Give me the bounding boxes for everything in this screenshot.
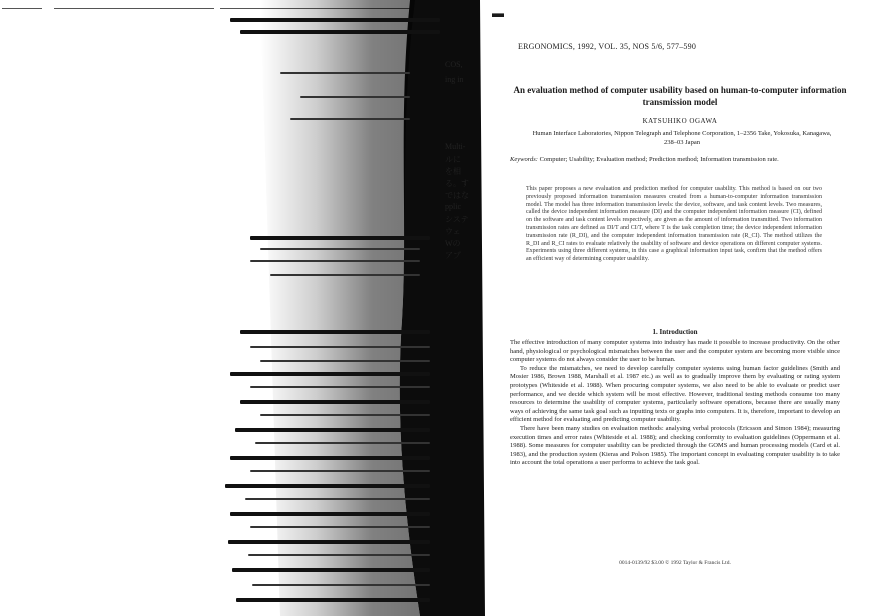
scan-stripe bbox=[240, 400, 430, 404]
scan-stripe bbox=[240, 330, 430, 334]
edge-fragment: ing in bbox=[445, 75, 464, 84]
dark-binding-edge bbox=[220, 0, 490, 616]
scan-stripe bbox=[236, 598, 430, 602]
scan-stripe bbox=[252, 584, 430, 586]
edge-fragment: ではな bbox=[445, 191, 469, 200]
body-text bbox=[510, 339, 840, 468]
keywords-label: Keywords: bbox=[510, 156, 538, 163]
article-page bbox=[492, 0, 880, 616]
scan-stripe bbox=[235, 428, 430, 432]
article-title: An evaluation method of computer usability based on human-to-computer information transmission model bbox=[513, 85, 847, 107]
edge-fragment: ウェ bbox=[445, 227, 461, 236]
scan-stripe bbox=[260, 360, 430, 362]
scan-stripe bbox=[228, 540, 430, 544]
edge-fragment: る。す bbox=[445, 179, 469, 188]
scan-stripe bbox=[230, 372, 430, 376]
scan-stripe bbox=[250, 236, 430, 240]
edge-fragment: アプ bbox=[445, 251, 461, 260]
keywords bbox=[510, 156, 840, 165]
scan-stripe bbox=[260, 248, 420, 250]
scan-stripe bbox=[250, 346, 430, 348]
top-rule bbox=[2, 8, 42, 9]
scan-stripe bbox=[280, 72, 410, 74]
author-affiliation: Human Interface Laboratories, Nippon Telegraph and Telephone Corporation, 1–2356 Take, Yokosuka, Kanagawa, 238–03 Japan bbox=[532, 130, 832, 146]
scan-stripe bbox=[250, 470, 430, 472]
article-author: KATSUHIKO OGAWA bbox=[642, 117, 718, 125]
scan-stripe bbox=[240, 30, 440, 34]
keywords-text: Computer; Usability; Evaluation method; Prediction method; Information transmission rate. bbox=[539, 156, 779, 163]
scan-stripe bbox=[230, 456, 430, 460]
scan-stripe bbox=[245, 498, 430, 500]
scan-stripe bbox=[230, 512, 430, 516]
scan-stripe bbox=[250, 260, 420, 262]
scan-stripe bbox=[290, 118, 410, 120]
scan-stripe bbox=[260, 414, 430, 416]
scan-stripe bbox=[250, 386, 430, 388]
top-corner-mark: ▬ bbox=[492, 6, 504, 20]
paragraph: To reduce the mismatches, we need to develop carefully computer systems using human factor guidelines (Smith and Mosier 1986, Brown 1988, Marshall et al. 1987 etc.) as well as to gradually improve them by evaluating or rating system prototypes (Whiteside et al. 1988). When procuring computer systems, we also need to be able to evaluate or predict user performance, and we decide which system will be most effective. However, traditional testing methods consume too many resources to determine the usability of computer systems, particularly software operations, because there are usually many ways of achieving the same task goal such as inputting texts or graphs into computers. It is, therefore, important to develop an efficient method for evaluating and predicting computer usability. bbox=[510, 364, 840, 424]
scan-stripe bbox=[300, 96, 410, 98]
edge-fragment: を相 bbox=[445, 167, 461, 176]
scan-stripe bbox=[232, 568, 430, 572]
edge-fragment: pplic bbox=[445, 202, 461, 211]
top-rule bbox=[54, 8, 214, 9]
scan-stripe bbox=[250, 526, 430, 528]
edge-fragment: ルに bbox=[445, 155, 461, 164]
edge-fragment: COS, bbox=[445, 60, 463, 69]
journal-citation: ERGONOMICS, 1992, VOL. 35, NOS 5/6, 577–590 bbox=[518, 42, 697, 51]
abstract: This paper proposes a new evaluation and prediction method for computer usability. This method is based on our two previously proposed information transmission measures created from a human-to-computer information transmission model. The model has three information transmission levels: the device, software, and task content levels. Two measures, called the device independent information measure (DI) and the computer independent information measure (CI), defined on the software and task content levels respectively, are given as the amount of information transmitted. Two information transmission rates are defined as DI/T and CI/T, where T is the task completion time; the device independent information transmission rate (R_DI), and the computer independent information transmission rate (R_CI). The method utilizes the R_DI and R_CI rates to evaluate relatively the usability of software and device operations on different computer systems. Experiments using three different systems, in this case a graphical information input task, confirm that the method offers an efficient way of determining computer usability. bbox=[526, 186, 822, 263]
paragraph: The effective introduction of many computer systems into industry has made it possible to increase productivity. On the other hand, physiological or psychological mismatches between the user and the computer system are becoming more visible since computer systems do not always consider the user to be human. bbox=[510, 339, 840, 364]
copyright-footer: 0014-0139/92 $3.00 © 1992 Taylor & Francis Ltd. bbox=[619, 560, 731, 566]
scan-stripe bbox=[270, 274, 420, 276]
edge-fragment: システ bbox=[445, 215, 469, 224]
edge-fragment: Multi- bbox=[445, 142, 466, 151]
scan-stripe bbox=[225, 484, 430, 488]
section-heading: 1. Introduction bbox=[652, 328, 698, 336]
paragraph: There have been many studies on evaluation methods: analysing verbal protocols (Ericsson and Simon 1984); measuring execution times and error rates (Whiteside et al. 1988); and checking conformity to evaluation guidelines (Oppermann et al. 1988). Some measures for computer usability can be predicted through the GOMS and human processing models (Card et al. 1983), and the production system (Kieras and Polson 1985). The important concept in evaluating computer usability is to take into account the total operations a user performs to achieve the task goal. bbox=[510, 424, 840, 467]
scan-stripe bbox=[255, 442, 430, 444]
scan-stripe bbox=[248, 554, 430, 556]
scan-stripe bbox=[230, 18, 440, 22]
edge-fragment: Wの bbox=[445, 239, 461, 248]
